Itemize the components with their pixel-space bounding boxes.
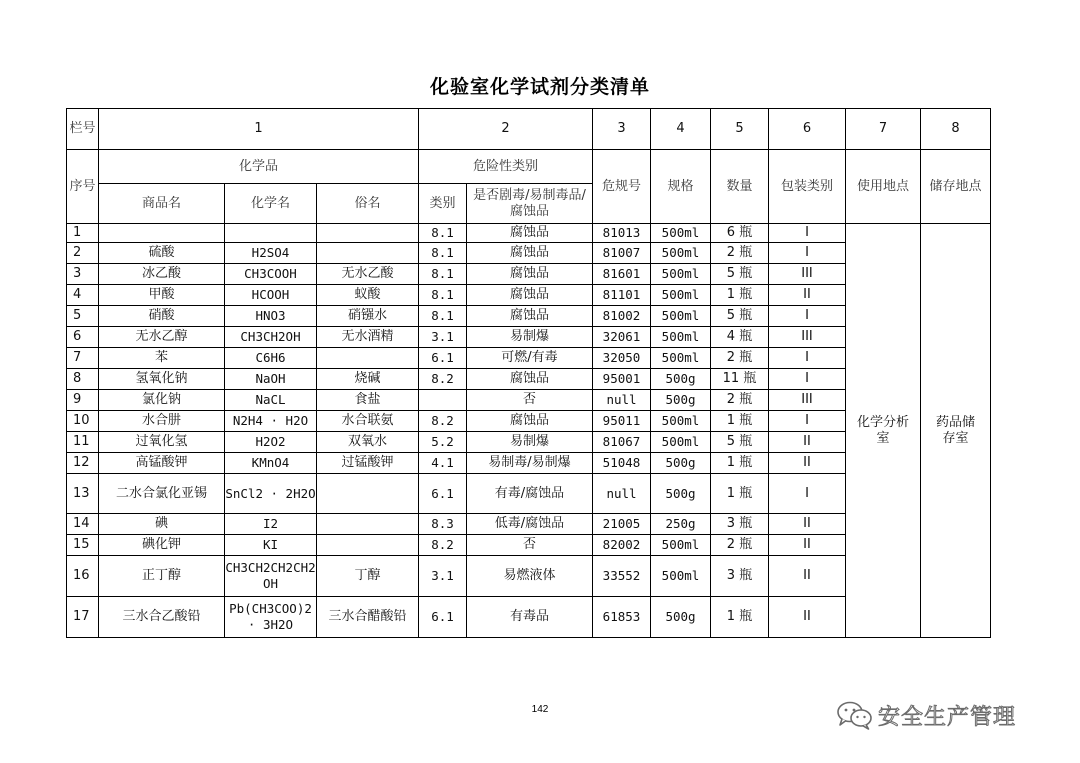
- cell-qty: 5 瓶: [711, 264, 769, 285]
- cell-pack: I: [769, 224, 846, 243]
- cell-pack: III: [769, 264, 846, 285]
- cell-no: 15: [67, 535, 99, 556]
- cell-chem: N2H4 · H2O: [225, 411, 317, 432]
- cell-spec: 500ml: [651, 243, 711, 264]
- cell-pack: I: [769, 411, 846, 432]
- cell-cls: 8.3: [419, 514, 467, 535]
- cell-qty: 1 瓶: [711, 285, 769, 306]
- cell-chem: CH3COOH: [225, 264, 317, 285]
- cell-spec: 500ml: [651, 306, 711, 327]
- cell-cls: 3.1: [419, 327, 467, 348]
- cell-pack: I: [769, 306, 846, 327]
- cell-flag: 易制毒/易制爆: [467, 453, 593, 474]
- cell-flag: 可燃/有毒: [467, 348, 593, 369]
- cell-spec: 500ml: [651, 264, 711, 285]
- cell-flag: 腐蚀品: [467, 411, 593, 432]
- header-hazard-category: 危险性类别: [419, 150, 593, 184]
- col-number: 1: [99, 109, 419, 150]
- cell-spec: 250g: [651, 514, 711, 535]
- cell-trade: 硫酸: [99, 243, 225, 264]
- cell-flag: 否: [467, 390, 593, 411]
- cell-common: [317, 243, 419, 264]
- cell-spec: 500g: [651, 390, 711, 411]
- cell-flag: 腐蚀品: [467, 306, 593, 327]
- header-row-1: [67, 150, 991, 184]
- cell-trade: 苯: [99, 348, 225, 369]
- cell-spec: 500ml: [651, 327, 711, 348]
- cell-trade: [99, 224, 225, 243]
- cell-cls: 8.1: [419, 285, 467, 306]
- cell-qty: 2 瓶: [711, 243, 769, 264]
- cell-spec: 500ml: [651, 535, 711, 556]
- cell-spec: 500ml: [651, 285, 711, 306]
- cell-cls: 6.1: [419, 474, 467, 514]
- column-number-row: [67, 109, 991, 150]
- cell-chem: CH3CH2CH2CH2OH: [225, 556, 317, 597]
- cell-qty: 2 瓶: [711, 348, 769, 369]
- cell-spec: 500ml: [651, 224, 711, 243]
- cell-trade: 氯化钠: [99, 390, 225, 411]
- cell-code: 32061: [593, 327, 651, 348]
- cell-common: 水合联氨: [317, 411, 419, 432]
- cell-chem: NaOH: [225, 369, 317, 390]
- cell-code: 51048: [593, 453, 651, 474]
- cell-no: 8: [67, 369, 99, 390]
- cell-spec: 500ml: [651, 432, 711, 453]
- cell-flag: 有毒品: [467, 597, 593, 638]
- cell-common: [317, 474, 419, 514]
- cell-pack: II: [769, 597, 846, 638]
- cell-no: 4: [67, 285, 99, 306]
- cell-flag: 有毒/腐蚀品: [467, 474, 593, 514]
- cell-pack: II: [769, 556, 846, 597]
- cell-qty: 2 瓶: [711, 390, 769, 411]
- cell-trade: 水合肼: [99, 411, 225, 432]
- col-number: 3: [593, 109, 651, 150]
- header-xu-hao: 序号: [67, 150, 99, 224]
- cell-code: 82002: [593, 535, 651, 556]
- cell-pack: II: [769, 453, 846, 474]
- document-title: 化验室化学试剂分类清单: [429, 76, 650, 98]
- cell-no: 11: [67, 432, 99, 453]
- cell-common: 蚁酸: [317, 285, 419, 306]
- col-number: 7: [846, 109, 921, 150]
- cell-cls: 8.1: [419, 264, 467, 285]
- table-row: [67, 224, 991, 243]
- cell-qty: 1 瓶: [711, 474, 769, 514]
- cell-flag: 易制爆: [467, 327, 593, 348]
- cell-cls: 8.2: [419, 535, 467, 556]
- cell-no: 16: [67, 556, 99, 597]
- page-number: 142: [531, 704, 549, 715]
- cell-code: 33552: [593, 556, 651, 597]
- cell-trade: 碘化钾: [99, 535, 225, 556]
- col-number: 5: [711, 109, 769, 150]
- cell-trade: 过氧化氢: [99, 432, 225, 453]
- cell-spec: 500g: [651, 597, 711, 638]
- header-package-type: 包装类别: [769, 150, 846, 224]
- cell-use-location: 化学分析室: [846, 224, 921, 638]
- cell-flag: 否: [467, 535, 593, 556]
- cell-common: 过锰酸钾: [317, 453, 419, 474]
- cell-chem: H2SO4: [225, 243, 317, 264]
- cell-spec: 500g: [651, 369, 711, 390]
- cell-pack: II: [769, 285, 846, 306]
- cell-qty: 4 瓶: [711, 327, 769, 348]
- cell-chem: H2O2: [225, 432, 317, 453]
- cell-spec: 500ml: [651, 411, 711, 432]
- cell-chem: KI: [225, 535, 317, 556]
- cell-qty: 1 瓶: [711, 597, 769, 638]
- cell-no: 6: [67, 327, 99, 348]
- col-number: 6: [769, 109, 846, 150]
- cell-code: 81002: [593, 306, 651, 327]
- cell-cls: 8.1: [419, 224, 467, 243]
- header-trade-name: 商品名: [99, 184, 225, 224]
- header-chemical-name: 化学名: [225, 184, 317, 224]
- cell-trade: 碘: [99, 514, 225, 535]
- cell-common: 双氧水: [317, 432, 419, 453]
- cell-cls: 8.1: [419, 243, 467, 264]
- cell-code: 81007: [593, 243, 651, 264]
- cell-no: 5: [67, 306, 99, 327]
- col-number: 2: [419, 109, 593, 150]
- cell-chem: HCOOH: [225, 285, 317, 306]
- header-lan-hao: 栏号: [67, 109, 99, 150]
- cell-pack: I: [769, 348, 846, 369]
- cell-qty: 11 瓶: [711, 369, 769, 390]
- col-number: 8: [921, 109, 991, 150]
- cell-common: [317, 224, 419, 243]
- cell-cls: 5.2: [419, 432, 467, 453]
- cell-no: 3: [67, 264, 99, 285]
- cell-code: 81013: [593, 224, 651, 243]
- cell-no: 2: [67, 243, 99, 264]
- cell-chem: I2: [225, 514, 317, 535]
- cell-code: 81601: [593, 264, 651, 285]
- cell-trade: 高锰酸钾: [99, 453, 225, 474]
- cell-common: 无水酒精: [317, 327, 419, 348]
- header-hazard-code: 危规号: [593, 150, 651, 224]
- cell-code: null: [593, 474, 651, 514]
- cell-no: 13: [67, 474, 99, 514]
- cell-chem: CH3CH2OH: [225, 327, 317, 348]
- wechat-icon: [836, 700, 874, 730]
- cell-trade: 冰乙酸: [99, 264, 225, 285]
- cell-pack: II: [769, 432, 846, 453]
- cell-pack: III: [769, 327, 846, 348]
- cell-chem: C6H6: [225, 348, 317, 369]
- cell-common: 无水乙酸: [317, 264, 419, 285]
- cell-flag: 腐蚀品: [467, 224, 593, 243]
- cell-no: 10: [67, 411, 99, 432]
- reagent-table: [66, 108, 991, 638]
- cell-flag: 易燃液体: [467, 556, 593, 597]
- cell-code: 95001: [593, 369, 651, 390]
- cell-no: 14: [67, 514, 99, 535]
- cell-code: 81067: [593, 432, 651, 453]
- cell-pack: I: [769, 369, 846, 390]
- cell-qty: 1 瓶: [711, 411, 769, 432]
- cell-chem: KMnO4: [225, 453, 317, 474]
- cell-flag: 低毒/腐蚀品: [467, 514, 593, 535]
- cell-cls: 4.1: [419, 453, 467, 474]
- cell-storage-location: 药品储存室: [921, 224, 991, 638]
- cell-pack: I: [769, 474, 846, 514]
- cell-flag: 腐蚀品: [467, 369, 593, 390]
- cell-trade: 硝酸: [99, 306, 225, 327]
- cell-qty: 5 瓶: [711, 306, 769, 327]
- cell-flag: 易制爆: [467, 432, 593, 453]
- cell-pack: II: [769, 514, 846, 535]
- cell-flag: 腐蚀品: [467, 264, 593, 285]
- watermark: [836, 698, 1016, 732]
- header-class: 类别: [419, 184, 467, 224]
- cell-spec: 500g: [651, 453, 711, 474]
- cell-common: 硝镪水: [317, 306, 419, 327]
- watermark-text: 安全生产管理: [878, 704, 1017, 730]
- cell-chem: Pb(CH3COO)2 · 3H2O: [225, 597, 317, 638]
- cell-trade: 三水合乙酸铅: [99, 597, 225, 638]
- cell-no: 7: [67, 348, 99, 369]
- cell-cls: 8.2: [419, 369, 467, 390]
- cell-cls: 3.1: [419, 556, 467, 597]
- cell-cls: 6.1: [419, 348, 467, 369]
- header-common-name: 俗名: [317, 184, 419, 224]
- cell-trade: 氢氧化钠: [99, 369, 225, 390]
- cell-code: 21005: [593, 514, 651, 535]
- cell-trade: 甲酸: [99, 285, 225, 306]
- cell-common: 食盐: [317, 390, 419, 411]
- cell-flag: 腐蚀品: [467, 285, 593, 306]
- cell-qty: 1 瓶: [711, 453, 769, 474]
- cell-code: 95011: [593, 411, 651, 432]
- cell-code: 61853: [593, 597, 651, 638]
- cell-common: 三水合醋酸铅: [317, 597, 419, 638]
- header-hazard-flag: 是否剧毒/易制毒品/腐蚀品: [467, 184, 593, 224]
- cell-common: 丁醇: [317, 556, 419, 597]
- cell-spec: 500g: [651, 474, 711, 514]
- cell-common: [317, 514, 419, 535]
- cell-trade: 正丁醇: [99, 556, 225, 597]
- cell-trade: 无水乙醇: [99, 327, 225, 348]
- cell-qty: 5 瓶: [711, 432, 769, 453]
- cell-pack: I: [769, 243, 846, 264]
- cell-cls: 8.2: [419, 411, 467, 432]
- header-spec: 规格: [651, 150, 711, 224]
- cell-no: 1: [67, 224, 99, 243]
- cell-common: [317, 348, 419, 369]
- cell-cls: 6.1: [419, 597, 467, 638]
- cell-qty: 3 瓶: [711, 556, 769, 597]
- cell-qty: 2 瓶: [711, 535, 769, 556]
- cell-qty: 6 瓶: [711, 224, 769, 243]
- cell-spec: 500ml: [651, 556, 711, 597]
- cell-code: 81101: [593, 285, 651, 306]
- cell-common: [317, 535, 419, 556]
- cell-flag: 腐蚀品: [467, 243, 593, 264]
- cell-code: null: [593, 390, 651, 411]
- cell-cls: [419, 390, 467, 411]
- cell-pack: II: [769, 535, 846, 556]
- cell-no: 12: [67, 453, 99, 474]
- cell-common: 烧碱: [317, 369, 419, 390]
- cell-trade: 二水合氯化亚锡: [99, 474, 225, 514]
- cell-no: 17: [67, 597, 99, 638]
- cell-spec: 500ml: [651, 348, 711, 369]
- cell-qty: 3 瓶: [711, 514, 769, 535]
- header-quantity: 数量: [711, 150, 769, 224]
- cell-chem: SnCl2 · 2H2O: [225, 474, 317, 514]
- cell-code: 32050: [593, 348, 651, 369]
- cell-no: 9: [67, 390, 99, 411]
- header-chemical: 化学品: [99, 150, 419, 184]
- cell-chem: HNO3: [225, 306, 317, 327]
- cell-pack: III: [769, 390, 846, 411]
- header-storage-location: 储存地点: [921, 150, 991, 224]
- header-use-location: 使用地点: [846, 150, 921, 224]
- cell-chem: NaCL: [225, 390, 317, 411]
- col-number: 4: [651, 109, 711, 150]
- cell-cls: 8.1: [419, 306, 467, 327]
- cell-chem: [225, 224, 317, 243]
